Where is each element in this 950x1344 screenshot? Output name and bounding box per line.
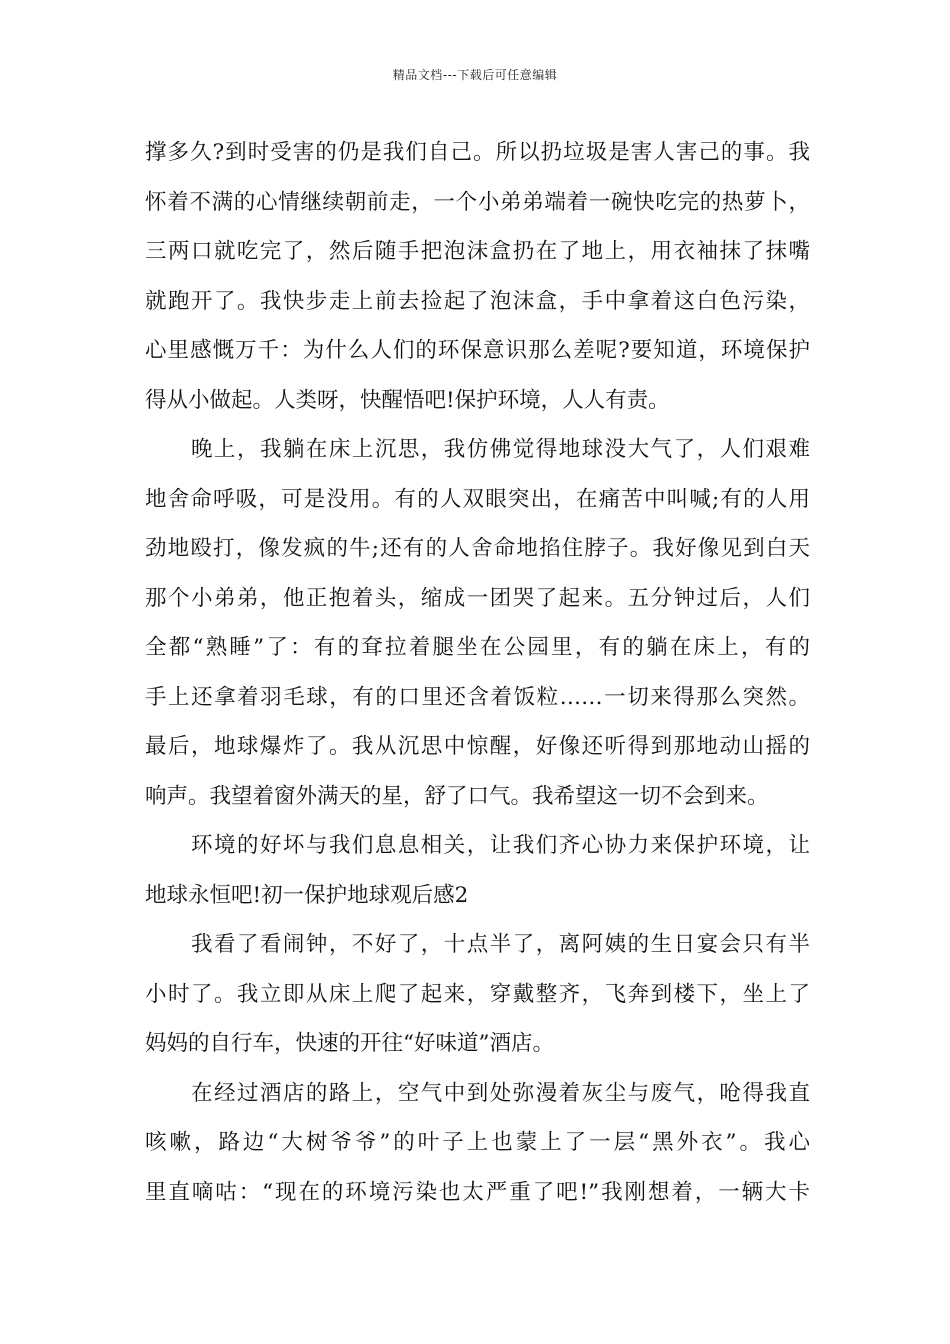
text-line: 地舍命呼吸，可是没用。有的人双眼突出，在痛苦中叫喊;有的人用: [145, 486, 810, 512]
text-line: 全都“熟睡”了：有的耷拉着腿坐在公园里，有的躺在床上，有的: [145, 635, 810, 660]
text-line: 就跑开了。我快步走上前去捡起了泡沫盒，手中拿着这白色污染，: [145, 288, 810, 314]
paragraph-start-line: 我看了看闹钟，不好了，十点半了，离阿姨的生日宴会只有半: [191, 932, 810, 957]
text-line: 手上还拿着羽毛球，有的口里还含着饭粒……一切来得那么突然。: [145, 684, 810, 710]
text-line: 撑多久?到时受害的仍是我们自己。所以扔垃圾是害人害己的事。我: [145, 140, 810, 165]
text-line: 心里感慨万千：为什么人们的环保意识那么差呢?要知道，环境保护: [145, 338, 810, 363]
text-line: 咳嗽，路边“大树爷爷”的叶子上也蒙上了一层“黑外衣”。我心: [145, 1130, 810, 1155]
text-line: 劲地殴打，像发疯的牛;还有的人舍命地掐住脖子。我好像见到白天: [145, 536, 810, 561]
text-line: 怀着不满的心情继续朝前走，一个小弟弟端着一碗快吃完的热萝卜，: [145, 189, 810, 215]
text-line: 妈妈的自行车，快速的开往“好味道”酒店。: [145, 1031, 554, 1056]
text-line: 那个小弟弟，他正抱着头，缩成一团哭了起来。五分钟过后，人们: [145, 585, 810, 611]
paragraph-start-line: 环境的好坏与我们息息相关，让我们齐心协力来保护环境，让: [191, 833, 810, 858]
text-line: 得从小做起。人类呀，快醒悟吧!保护环境，人人有责。: [145, 387, 670, 413]
text-line: 响声。我望着窗外满天的星，舒了口气。我希望这一切不会到来。: [145, 783, 769, 809]
paragraph-start-line: 晚上，我躺在床上沉思，我仿佛觉得地球没大气了，人们艰难: [191, 437, 810, 462]
text-line: 地球永恒吧!初一保护地球观后感2: [145, 882, 469, 908]
document-body: [145, 128, 810, 1217]
page-header: 精品文档---下载后可任意编辑: [392, 68, 558, 82]
text-line: 最后，地球爆炸了。我从沉思中惊醒，好像还听得到那地动山摇的: [145, 734, 810, 759]
text-line: 三两口就吃完了，然后随手把泡沫盒扔在了地上，用衣袖抹了抹嘴: [145, 239, 810, 264]
paragraph-start-line: 在经过酒店的路上，空气中到处弥漫着灰尘与废气，呛得我直: [191, 1080, 810, 1106]
text-line: 里直嘀咕：“现在的环境污染也太严重了吧!”我刚想着，一辆大卡: [145, 1179, 810, 1205]
text-line: 小时了。我立即从床上爬了起来，穿戴整齐，飞奔到楼下，坐上了: [145, 981, 810, 1007]
